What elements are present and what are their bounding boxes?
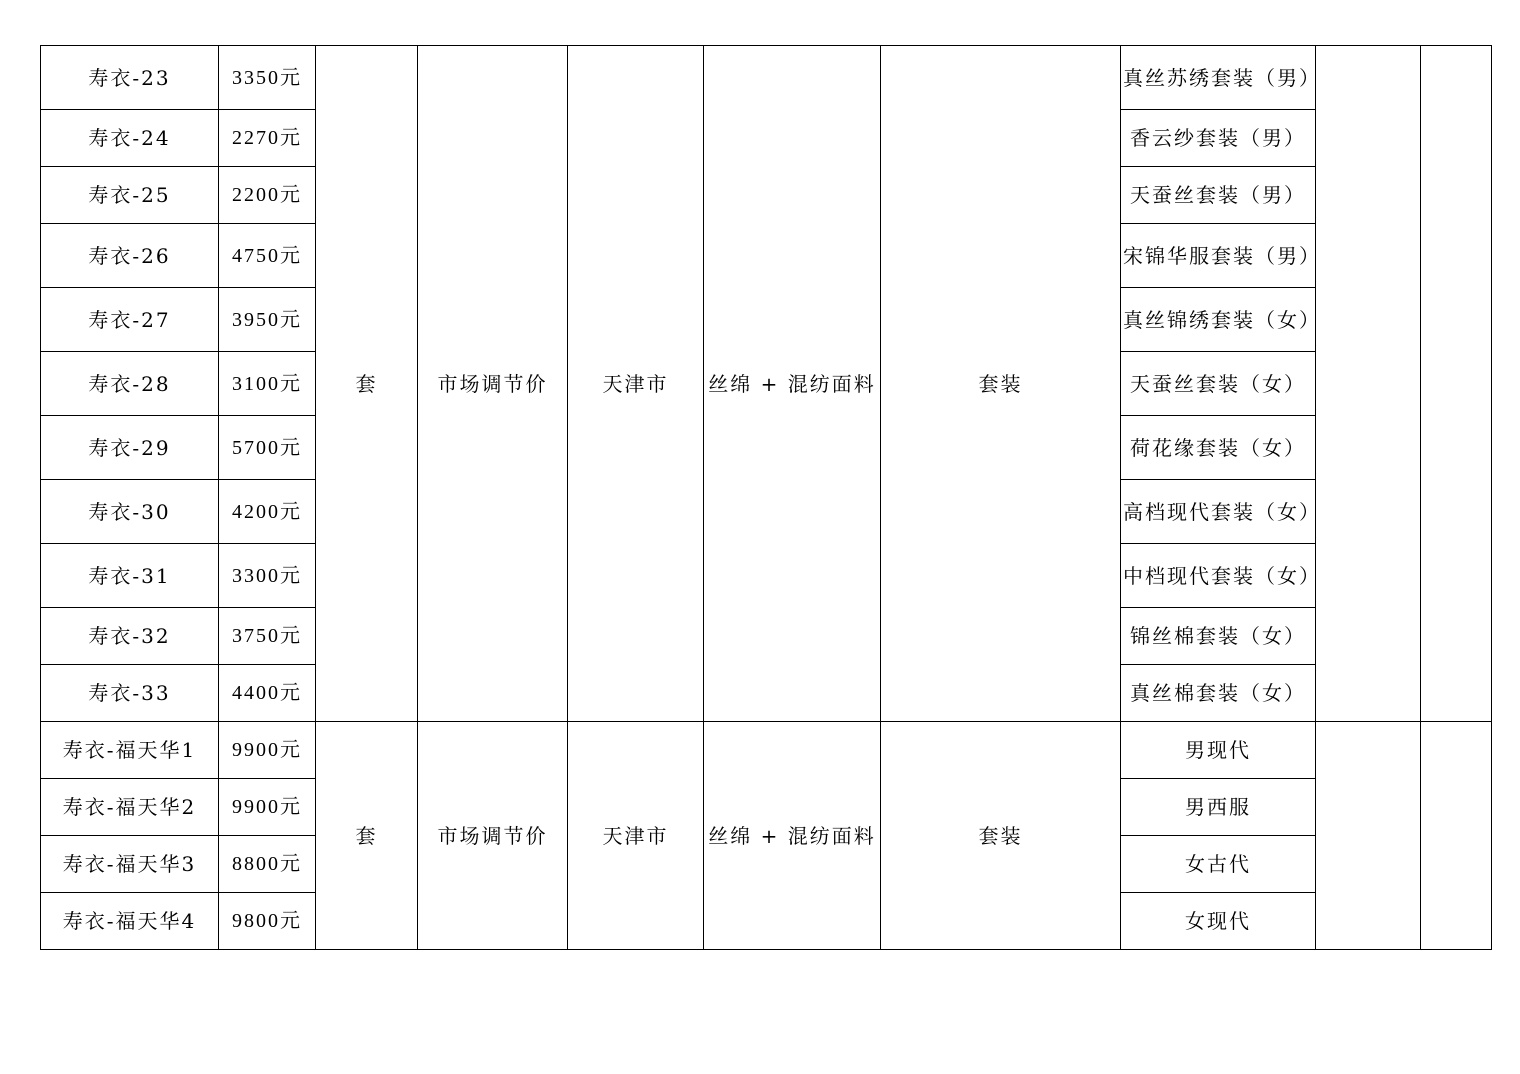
table-row [41,722,1492,779]
unit-cell: 套 [316,722,418,950]
item-desc: 男西服 [1121,779,1316,836]
item-desc: 高档现代套装（女） [1121,480,1316,544]
item-desc: 真丝锦绣套装（女） [1121,288,1316,352]
unit-cell: 套 [316,46,418,722]
item-name: 寿衣-福天华1 [41,722,219,779]
item-desc: 荷花缘套装（女） [1121,416,1316,480]
item-name: 寿衣-33 [41,665,219,722]
item-desc: 男现代 [1121,722,1316,779]
region-cell: 天津市 [568,722,704,950]
item-price: 9900元 [219,722,316,779]
item-name: 寿衣-29 [41,416,219,480]
item-price: 9800元 [219,893,316,950]
empty-cell [1316,722,1421,950]
item-price: 9900元 [219,779,316,836]
material-cell: 丝绵 + 混纺面料 [704,722,881,950]
item-price: 4400元 [219,665,316,722]
item-price: 3100元 [219,352,316,416]
region-cell: 天津市 [568,46,704,722]
item-name: 寿衣-24 [41,110,219,167]
item-price: 5700元 [219,416,316,480]
item-desc: 天蚕丝套装（男） [1121,167,1316,224]
item-name: 寿衣-26 [41,224,219,288]
pricing-cell: 市场调节价 [418,46,568,722]
price-table [40,45,1492,950]
item-desc: 宋锦华服套装（男） [1121,224,1316,288]
item-price: 3350元 [219,46,316,110]
table-body [41,46,1492,950]
item-desc: 天蚕丝套装（女） [1121,352,1316,416]
empty-cell [1316,46,1421,722]
item-desc: 香云纱套装（男） [1121,110,1316,167]
item-price: 8800元 [219,836,316,893]
pricing-cell: 市场调节价 [418,722,568,950]
item-price: 3300元 [219,544,316,608]
item-desc: 锦丝棉套装（女） [1121,608,1316,665]
item-desc: 女现代 [1121,893,1316,950]
item-price: 4750元 [219,224,316,288]
empty-cell [1421,722,1492,950]
item-name: 寿衣-31 [41,544,219,608]
item-price: 2200元 [219,167,316,224]
item-price: 4200元 [219,480,316,544]
category-cell: 套装 [881,722,1121,950]
item-name: 寿衣-25 [41,167,219,224]
item-name: 寿衣-23 [41,46,219,110]
item-name: 寿衣-福天华2 [41,779,219,836]
item-name: 寿衣-27 [41,288,219,352]
category-cell: 套装 [881,46,1121,722]
item-name: 寿衣-28 [41,352,219,416]
item-price: 2270元 [219,110,316,167]
item-price: 3950元 [219,288,316,352]
empty-cell [1421,46,1492,722]
item-desc: 真丝苏绣套装（男） [1121,46,1316,110]
item-name: 寿衣-32 [41,608,219,665]
item-desc: 真丝棉套装（女） [1121,665,1316,722]
item-name: 寿衣-福天华4 [41,893,219,950]
item-name: 寿衣-福天华3 [41,836,219,893]
table-row [41,46,1492,110]
item-desc: 中档现代套装（女） [1121,544,1316,608]
material-cell: 丝绵 + 混纺面料 [704,46,881,722]
item-name: 寿衣-30 [41,480,219,544]
item-desc: 女古代 [1121,836,1316,893]
item-price: 3750元 [219,608,316,665]
